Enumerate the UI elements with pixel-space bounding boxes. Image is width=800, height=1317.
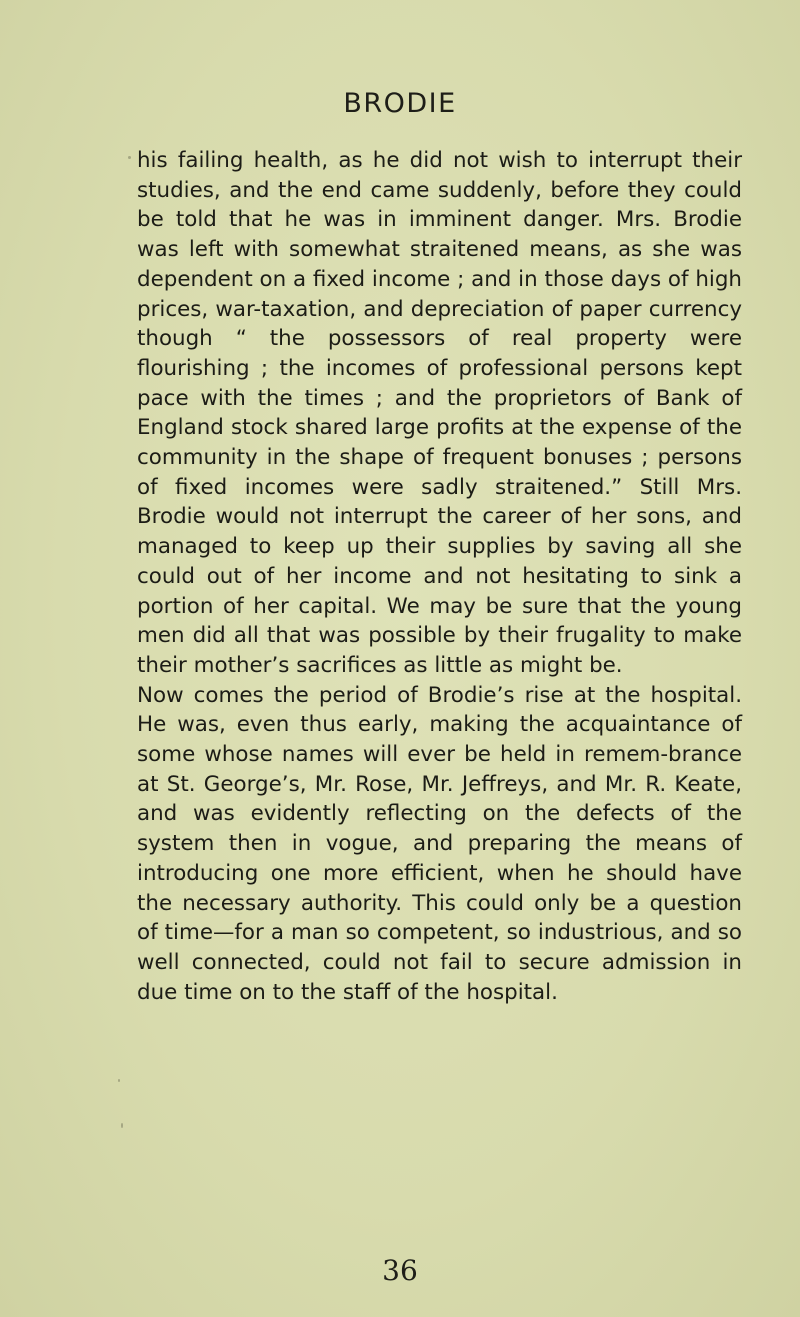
paper-speck: [118, 1079, 120, 1082]
page-number: 36: [382, 1254, 418, 1287]
body-text: [137, 146, 742, 1007]
running-head: BRODIE: [343, 88, 457, 119]
paragraph-brodie-rise: Now comes the period of Brodie’s rise at the hospital. He was, even thus early, making the acquaintance of some whose names will ever be held in remem-brance at St. George’s, Mr. Rose, Mr. Jeffreys, and Mr. R. Keate, and was evidently reflecting on the defects of the system then in vogue, and preparing the means of introducing one more efficient, when he should have the necessary authority. This could only be a question of time—for a man so competent, so industrious, and so well connected, could not fail to secure admission in due time on to the staff of the hospital.: [137, 682, 742, 1005]
paper-speck: [128, 156, 131, 159]
paragraph-continued: his failing health, as he did not wish to interrupt their studies, and the end came suddenly, before they could be told that he was in imminent danger. Mrs. Brodie was left with somewhat straitened means, as she was dependent on a fixed income ; and in those days of high prices, war-taxation, and depreciation of paper currency though “ the possessors of real property were flourishing ; the incomes of professional persons kept pace with the times ; and the proprietors of Bank of England stock shared large profits at the expense of the community in the shape of frequent bonuses ; persons of fixed incomes were sadly straitened.” Still Mrs. Brodie would not interrupt the career of her sons, and managed to keep up their supplies by saving all she could out of her income and not hesitating to sink a portion of her capital. We may be sure that the young men did all that was possible by their frugality to make their mother’s sacrifices as little as might be.: [137, 148, 742, 678]
paper-speck: [121, 1123, 123, 1128]
